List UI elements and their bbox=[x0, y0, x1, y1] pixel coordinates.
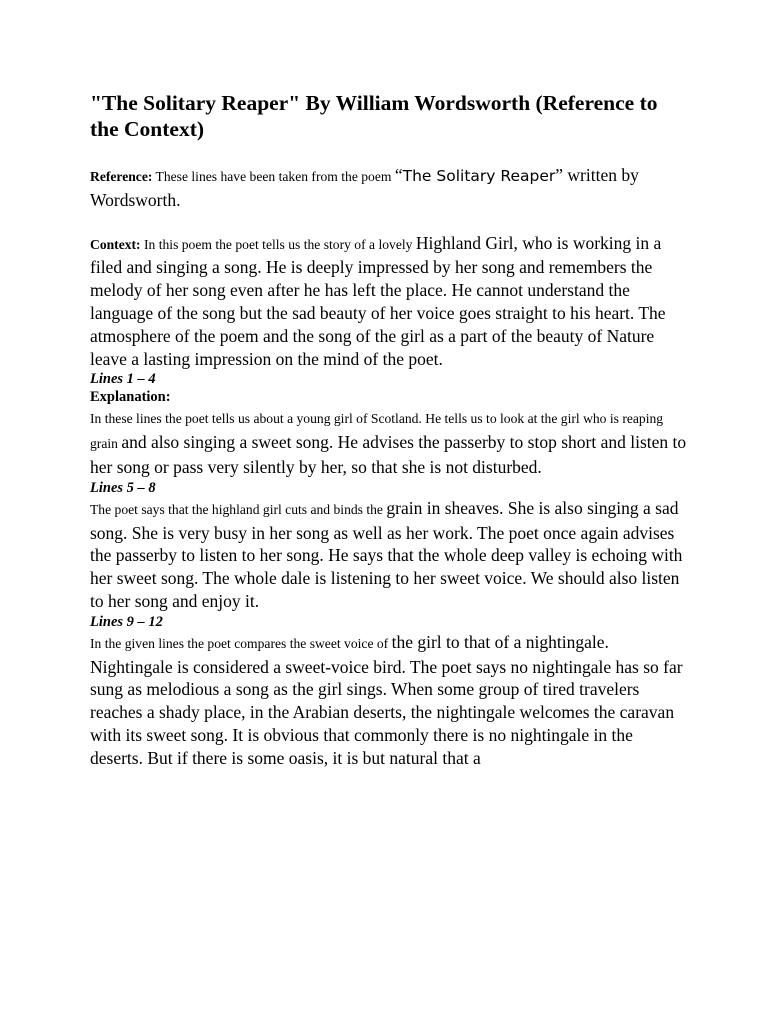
section2-heading: Lines 5 – 8 bbox=[90, 479, 156, 496]
reference-text-small: These lines have been taken from the poem bbox=[152, 169, 395, 184]
context-text-rest: Highland Girl, who is working in a filed and singing a song. He is deeply impressed by her song and remembers the melody of her song even after he has left the place. He cannot understand the language of the song but the sad beauty of her voice goes straight to his heart. The atmosphere of the poem and the song of the girl as a part of the beauty of Nature leave a lasting impression on the mind of the poet. bbox=[90, 232, 666, 369]
context-text-small: In this poem the poet tells us the story of a lovely bbox=[140, 236, 416, 252]
section1-text-rest: and also singing a sweet song. He advises the passerby to stop short and listen to her song or pass very silently by her, so that she is not disturbed. bbox=[90, 432, 687, 477]
section2-paragraph bbox=[90, 497, 690, 613]
section1-subheading: Explanation: bbox=[90, 389, 171, 406]
document-page bbox=[90, 90, 690, 770]
reference-text-rest: written by Wordsworth. bbox=[90, 165, 639, 210]
reference-open-quote: “ bbox=[394, 165, 403, 185]
document-title: "The Solitary Reaper" By William Wordsworth (Reference to the Context) bbox=[90, 91, 658, 141]
reference-label: Reference: bbox=[90, 169, 153, 184]
section1-text-small: In these lines the poet tells us about a young girl of Scotland. He tells us to look at the girl who is reaping grain bbox=[90, 411, 664, 452]
reference-paragraph bbox=[90, 164, 690, 212]
context-label: Context: bbox=[90, 236, 141, 252]
section2-text-rest: grain in sheaves. She is also singing a sad song. She is very busy in her song as well as her work. The poet once again advises the passerby to listen to her song. He says that the whole deep valley is echoing with her sweet song. The whole dale is listening to her sweet voice. We should also listen to her song and enjoy it. bbox=[90, 497, 683, 611]
section3-heading: Lines 9 – 12 bbox=[90, 613, 163, 630]
section3-text-small: In the given lines the poet compares the sweet voice of bbox=[90, 635, 392, 651]
reference-close-quote: ” bbox=[555, 165, 564, 185]
section1-heading: Lines 1 – 4 bbox=[90, 371, 156, 388]
section1-paragraph bbox=[90, 406, 690, 478]
section3-paragraph bbox=[90, 631, 690, 770]
section2-text-small: The poet says that the highland girl cuts and binds the bbox=[90, 501, 387, 517]
reference-poem-title: The Solitary Reaper bbox=[402, 167, 556, 185]
context-paragraph bbox=[90, 232, 690, 371]
section3-text-rest: the girl to that of a nightingale. Nightingale is considered a sweet-voice bird. The poet says no nightingale has so far sung as melodious a song as the girl sings. When some group of tired travelers reaches a shady place, in the Arabian deserts, the nightingale welcomes the caravan with its sweet song. It is obvious that commonly there is no nightingale in the deserts. But if there is some oasis, it is but natural that a bbox=[90, 631, 683, 768]
